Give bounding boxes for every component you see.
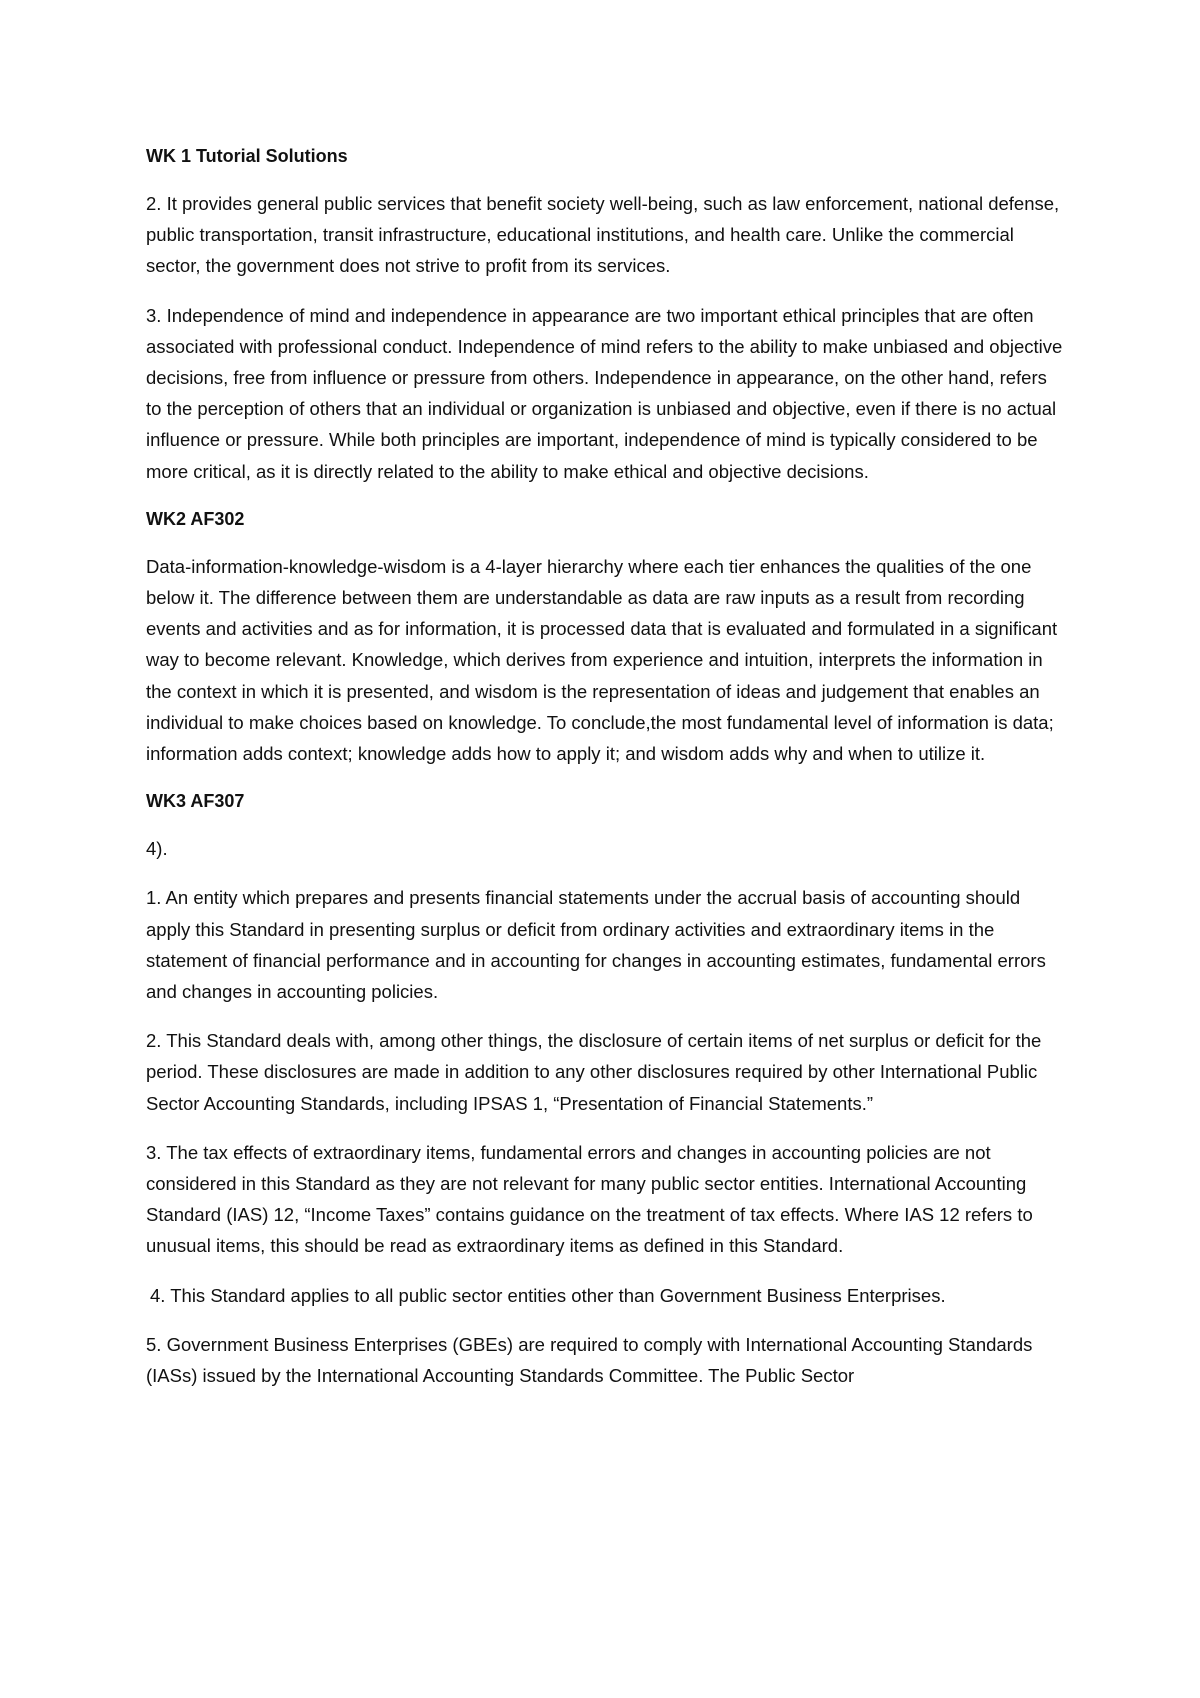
wk1-answer-2: 2. It provides general public services that benefit society well-being, such as law enforcement, national defense, public transportation, transit infrastructure, educational institutions, and health care. Unlike the commercial sector, the government does not strive to profit from its services.	[146, 193, 1060, 277]
wk3-point-5: 5. Government Business Enterprises (GBEs) are required to comply with International Accounting Standards (IASs) issued by the International Accounting Standards Committee. The Public Sector	[146, 1333, 1033, 1387]
wk3-point-2: 2. This Standard deals with, among other things, the disclosure of certain items of net surplus or deficit for the period. These disclosures are made in addition to any other disclosures required by other International Public Sector Accounting Standards, including IPSAS 1, “Presentation of Financial Statements.”	[146, 1030, 1042, 1114]
wk3-heading: WK3 AF307	[146, 791, 245, 812]
wk2-answer: Data-information-knowledge-wisdom is a 4-layer hierarchy where each tier enhances the qualities of the one below it. The difference between them are understandable as data are raw inputs as a result from recording events and activities and as for information, it is processed data that is evaluated and formulated in a significant way to become relevant. Knowledge, which derives from experience and intuition, interprets the information in the context in which it is presented, and wisdom is the representation of ideas and judgement that enables an individual to make choices based on knowledge. To conclude,the most fundamental level of information is data; information adds context; knowledge adds how to apply it; and wisdom adds why and when to utilize it.	[146, 555, 1058, 765]
wk3-point-1: 1. An entity which prepares and presents financial statements under the accrual basis of accounting should apply this Standard in presenting surplus or deficit from ordinary activities and extraordinary items in the statement of financial performance and in accounting for changes in accounting estimates, fundamental errors and changes in accounting policies.	[146, 887, 1046, 1003]
wk1-answer-3: 3. Independence of mind and independence in appearance are two important ethical principles that are often associated with professional conduct. Independence of mind refers to the ability to make unbiased and objective decisions, free from influence or pressure from others. Independence in appearance, on the other hand, refers to the perception of others that an individual or organization is unbiased and objective, even if there is no actual influence or pressure. While both principles are important, independence of mind is typically considered to be more critical, as it is directly related to the ability to make ethical and objective decisions.	[146, 304, 1063, 482]
document-page	[146, 142, 1066, 1409]
document-title: WK 1 Tutorial Solutions	[146, 146, 348, 166]
wk3-point-4: 4. This Standard applies to all public sector entities other than Government Business Enterprises.	[150, 1284, 946, 1306]
wk3-point-3: 3. The tax effects of extraordinary items, fundamental errors and changes in accounting policies are not considered in this Standard as they are not relevant for many public sector entities. International Accounting Standard (IAS) 12, “Income Taxes” contains guidance on the treatment of tax effects. Where IAS 12 refers to unusual items, this should be read as extraordinary items as defined in this Standard.	[146, 1141, 1033, 1257]
wk3-question-number: 4).	[146, 838, 168, 860]
wk2-heading: WK2 AF302	[146, 508, 245, 529]
